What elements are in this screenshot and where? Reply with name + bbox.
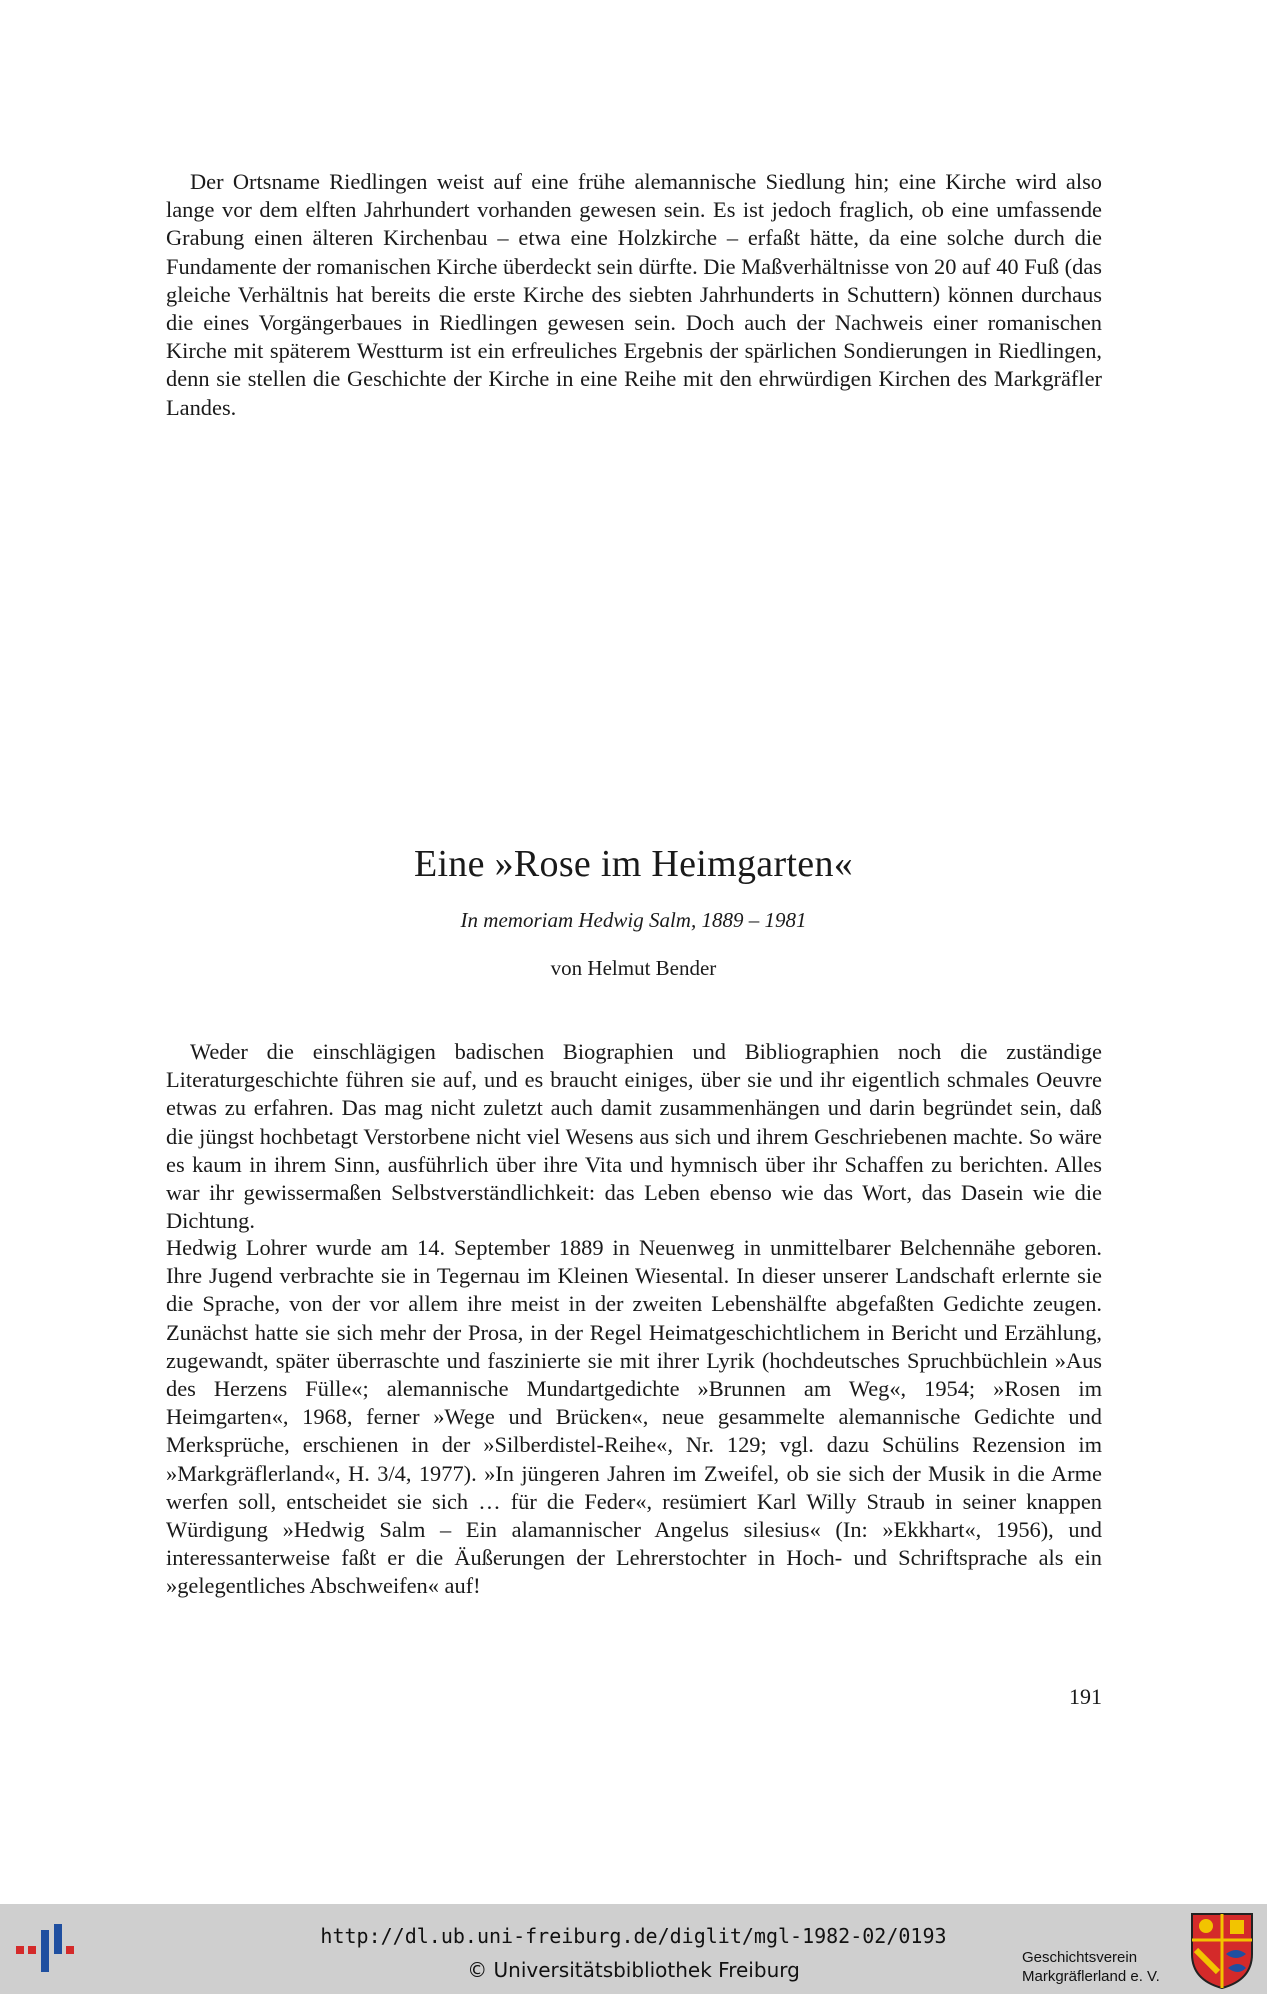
society-name[interactable] [1022,1948,1160,1986]
society-line-1: Geschichtsverein [1022,1949,1138,1966]
article-author: von Helmut Bender [550,956,717,980]
article-subtitle: In memoriam Hedwig Salm, 1889 – 1981 [460,908,807,932]
copyright-notice: © Universitätsbibliothek Freiburg [467,1958,800,1982]
intro-paragraph: Der Ortsname Riedlingen weist auf eine frühe alemannische Siedlung hin; eine Kirche wird also lange vor dem elften Jahrhundert vorhanden gewesen sein. Es ist jedoch fraglich, ob eine umfassende Grabung einen älteren Kirchenbau – etwa eine Holzkirche – erfaßt hätte, da eine solche durch die Fundamente der romanischen Kirche überdeckt sein dürfte. Die Maßverhältnisse von 20 auf 40 Fuß (das gleiche Verhältnis hat bereits die erste Kirche des siebten Jahrhunderts in Schuttern) können durchaus die eines Vorgängerbaues in Riedlingen gewesen sein. Doch auch der Nachweis einer romanischen Kirche mit späterem Westturm ist ein erfreuliches Ergebnis der spärlichen Sondierungen in Riedlingen, denn sie stellen die Geschichte der Kirche in eine Reihe mit den ehrwürdigen Kirchen des Markgräfler Landes. [166,169,1102,420]
article-title: Eine »Rose im Heimgarten« [413,843,854,885]
footer-bar [0,1904,1267,1994]
page-number: 191 [1069,1684,1102,1709]
body-paragraph: Weder die einschlägigen badischen Biographien und Bibliographien noch die zuständige Literaturgeschichte führen sie auf, und es braucht einiges, über sie und ihr eigentlich schmales Oeuvre etwas zu erfahren. Das mag nicht zuletzt auch damit zusammenhängen und darin begründet sein, daß die jüngst hochbetagt Verstorbene nicht viel Wesens aus sich und ihrem Geschriebenen machte. So wäre es kaum in ihrem Sinn, ausführlich über ihre Vita und hymnisch über ihr Schaffen zu berichten. Alles war ihr gewissermaßen Selbstverständlichkeit: das Leben ebenso wie das Wort, das Dasein wie die Dichtung. [166,1039,1102,1234]
society-line-2: Markgräflerland e. V. [1022,1968,1160,1985]
source-url-link[interactable]: http://dl.ub.uni-freiburg.de/diglit/mgl-1982-02/0193 [320,1924,947,1948]
body-paragraph: Hedwig Lohrer wurde am 14. September 1889 in Neuenweg in unmittelbarer Belchennähe geboren. Ihre Jugend verbrachte sie in Tegernau im Kleinen Wiesental. In dieser unserer Landschaft erlernte sie die Sprache, von der vor allem ihre meist in der zweiten Lebenshälfte abgefaßten Gedichte zeugen. Zunächst hatte sie sich mehr der Prosa, in der Regel Heimatgeschichtlichem in Bericht und Erzählung, zugewandt, später überraschte und faszinierte sie mit ihrer Lyrik (hochdeutsches Spruchbüchlein »Aus des Herzens Fülle«; alemannische Mundartgedichte »Brunnen am Weg«, 1954; »Rosen im Heimgarten«, 1968, ferner »Wege und Brücken«, neue gesammelte alemannische Gedichte und Merksprüche, erschienen in der »Silberdistel-Reihe«, Nr. 129; vgl. dazu Schülins Rezension im »Markgräflerland«, H. 3/4, 1977). »In jüngeren Jahren im Zweifel, ob sie sich der Musik in die Arme werfen soll, entscheidet sie sich … für die Feder«, resümiert Karl Willy Straub in seiner knappen Würdigung »Hedwig Salm – Ein alamannischer Angelus silesius« (In: »Ekkhart«, 1956), und interessanterweise faßt er die Äußerungen der Lehrerstochter in Hoch- und Schriftsprache als ein »gelegentliches Abschweifen« auf! [166,1235,1102,1599]
coat-of-arms-icon[interactable] [1188,1910,1256,1990]
